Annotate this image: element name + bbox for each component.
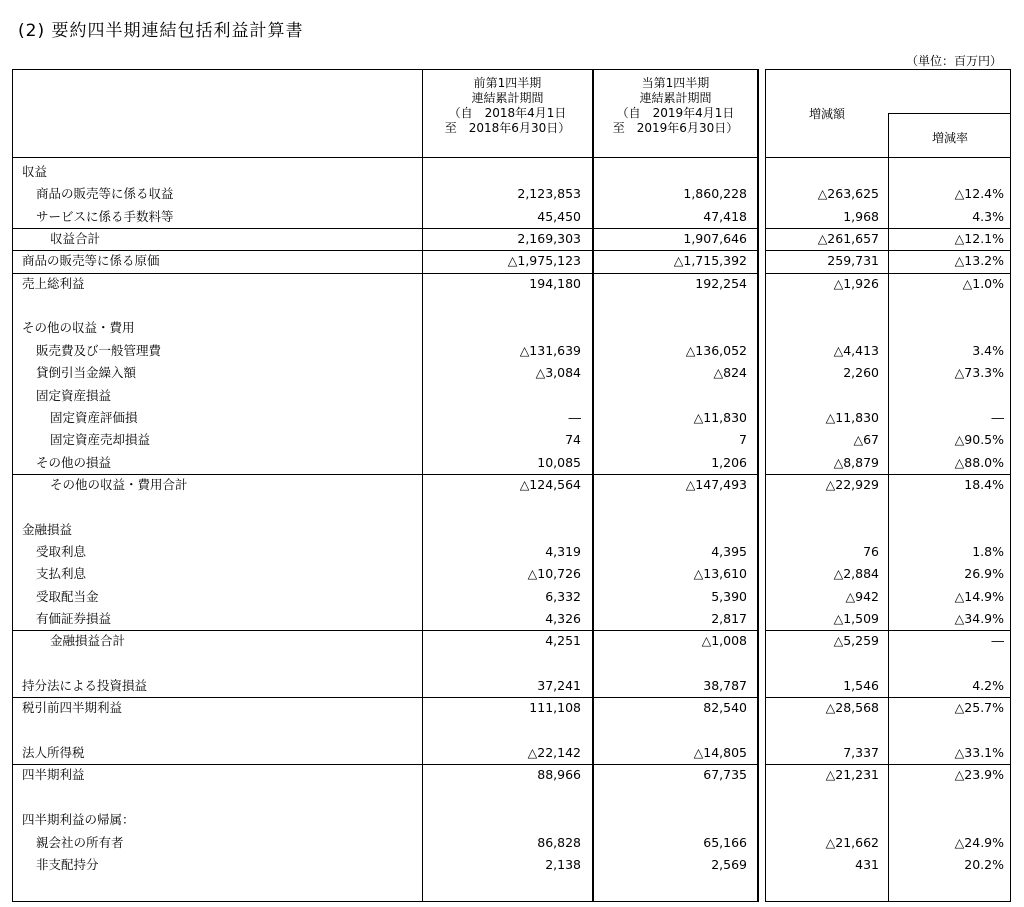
row-label: 固定資産評価損 [50,409,138,425]
cell-prev [423,519,581,541]
cell-rate [889,787,1004,809]
cell-chg: △21,231 [825,767,879,783]
cell-rate: 20.2% [964,856,1004,872]
prev-header-line-1: 前第1四半期 [473,76,542,90]
row-label: サービスに係る手数料等 [36,208,174,224]
cell-chg: △1,509 [833,611,879,626]
cur-header-line-2: 連結累計期間 [639,91,712,105]
cell-prev: △124,564 [519,476,581,492]
cell-prev [423,161,581,183]
cell-prev [423,385,581,407]
row-label: 固定資産売却損益 [50,432,151,448]
row-label: 四半期利益の帰属： [22,812,135,828]
cell-prev: 4,326 [545,611,581,626]
row-label: 持分法による投資損益 [22,678,148,694]
cell-chg [766,809,879,831]
cell-rate [889,809,1004,831]
cell-prev: 111,108 [529,700,581,716]
cell-chg: 2,260 [843,365,879,381]
row-label: 税引前四半期利益 [22,700,123,716]
cell-prev [423,295,581,317]
row-rule [765,250,1011,251]
cell-rate: △12.4% [954,186,1004,202]
cell-chg: △21,662 [825,834,879,850]
cell-cur: △136,052 [685,342,747,358]
row-label: 非支配持分 [36,856,99,872]
cell-prev [423,496,581,518]
unit-label: （単位：百万円） [905,54,1002,68]
current-period-header [594,76,757,136]
cell-prev [423,317,581,339]
cell-rate: △12.1% [954,231,1004,247]
row-rule [12,697,759,698]
row-label: 収益 [22,164,48,179]
cell-rate: △90.5% [954,432,1004,448]
cell-prev: △10,726 [527,566,581,582]
cell-chg: 76 [863,543,879,559]
row-label: その他の収益・費用合計 [50,476,188,492]
cell-prev [423,787,581,809]
row-rule [765,764,1011,765]
cell-chg [766,720,879,742]
cell-rate: 18.4% [964,476,1004,492]
cell-prev: 2,138 [545,856,581,872]
cell-rate: △25.7% [954,700,1004,716]
cell-rate: △24.9% [954,834,1004,850]
cell-chg: △261,657 [817,231,879,247]
income-statement-table [12,69,1011,902]
cell-prev [423,809,581,831]
row-rule [12,228,759,229]
cell-rate: △73.3% [954,365,1004,381]
cell-chg [766,161,879,183]
cell-chg: △22,929 [825,476,879,492]
row-label: 売上総利益 [22,275,85,291]
cell-cur: 1,860,228 [683,186,747,202]
cell-prev [423,653,581,675]
cell-chg: △11,830 [825,409,879,425]
cell-prev: 4,319 [545,543,581,559]
row-rule [12,764,759,765]
cell-cur: 1,907,646 [683,231,747,247]
cell-cur [594,653,747,675]
cell-chg: △67 [853,432,879,448]
cell-cur [594,317,747,339]
prev-header-line-3: （自 2018年4月1日 [448,106,567,120]
cell-cur [594,720,747,742]
cell-chg: △1,926 [833,275,879,291]
cell-rate [889,295,1004,317]
header-bottom-line-right [765,157,1011,158]
cell-chg: △28,568 [825,700,879,716]
cell-cur: 38,787 [703,678,747,694]
cell-prev: 4,251 [545,633,581,649]
cell-prev: 45,450 [537,208,581,224]
cell-cur [594,519,747,541]
row-label: 支払利息 [36,566,87,582]
cell-chg: △4,413 [833,342,879,358]
row-rule [765,474,1011,475]
row-label: 商品の販売等に係る原価 [22,253,160,269]
prev-header-line-2: 連結累計期間 [471,91,544,105]
row-label: 貸倒引当金繰入額 [36,365,137,381]
cell-chg [766,385,879,407]
cell-chg: 7,337 [843,745,879,761]
cell-rate: △13.2% [954,253,1004,269]
row-label: 金融損益 [22,521,73,537]
cell-prev: 194,180 [529,275,581,291]
cell-prev: 6,332 [545,588,581,604]
cell-chg: △8,879 [833,454,879,470]
cell-prev [423,720,581,742]
cell-rate: △14.9% [954,588,1004,604]
cell-chg: 1,546 [843,678,879,694]
row-label: 受取利息 [36,543,87,559]
row-label: 商品の販売等に係る収益 [36,186,174,202]
cell-cur: △824 [713,365,747,381]
cur-header-line-3: （自 2019年4月1日 [616,106,735,120]
row-label: 受取配当金 [36,588,99,604]
change-header: 増減額 [808,107,845,121]
cell-prev: 37,241 [537,678,581,694]
row-label: 収益合計 [50,231,101,247]
cell-rate [889,496,1004,518]
cell-prev: ― [568,409,581,425]
cell-rate: 1.8% [972,543,1004,559]
cell-prev: 86,828 [537,834,581,850]
row-label: 四半期利益 [22,767,85,783]
cell-chg [766,496,879,518]
cell-chg [766,295,879,317]
cell-rate: △34.9% [954,611,1004,626]
row-label: その他の収益・費用 [22,320,135,336]
row-label: 固定資産損益 [36,387,112,403]
row-label: 親会社の所有者 [36,834,124,850]
row-rule [12,273,759,274]
cell-rate [889,161,1004,183]
cell-cur: 1,206 [711,454,747,470]
cur-header-line-4: 至 2019年6月30日） [612,121,739,135]
cell-chg: 431 [855,856,879,872]
rate-header: 増減率 [931,131,968,145]
cell-cur [594,496,747,518]
cell-chg: △942 [845,588,879,604]
cell-rate: △88.0% [954,454,1004,470]
cell-rate [889,317,1004,339]
prev-header-line-4: 至 2018年6月30日） [444,121,571,135]
cell-cur: 2,817 [711,611,747,626]
cell-chg: 1,968 [843,208,879,224]
cell-rate: 4.2% [972,678,1004,694]
cell-chg [766,653,879,675]
cell-prev: 88,966 [537,767,581,783]
cell-cur: △13,610 [693,566,747,582]
cell-cur: 4,395 [711,543,747,559]
page-title: (2) 要約四半期連結包括利益計算書 [18,21,304,41]
cell-chg [766,519,879,541]
cell-prev: △1,975,123 [507,253,581,269]
prev-period-header [423,76,592,136]
cell-cur [594,161,747,183]
cell-cur: 82,540 [703,700,747,716]
cell-rate: △33.1% [954,745,1004,761]
cell-rate: △1.0% [962,275,1004,291]
header-bottom-line [12,157,759,158]
cell-prev: 10,085 [537,454,581,470]
cell-chg: △5,259 [833,633,879,649]
cell-prev: △22,142 [527,745,581,761]
row-label: 有価証券損益 [36,611,112,626]
row-rule [12,474,759,475]
row-rule [765,228,1011,229]
cell-rate [889,519,1004,541]
row-label: 金融損益合計 [50,633,126,649]
cell-cur [594,809,747,831]
cell-rate: 3.4% [972,342,1004,358]
cell-cur: △1,715,392 [673,253,747,269]
cell-chg [766,787,879,809]
row-rule [12,630,759,631]
cell-prev: △3,084 [535,365,581,381]
cell-chg: △2,884 [833,566,879,582]
cell-cur [594,787,747,809]
cell-cur: 47,418 [703,208,747,224]
cell-cur: △1,008 [701,633,747,649]
row-label: 法人所得税 [22,745,85,761]
cell-cur: △147,493 [685,476,747,492]
row-rule [765,630,1011,631]
cell-rate: 26.9% [964,566,1004,582]
cell-rate [889,653,1004,675]
row-rule [765,273,1011,274]
cell-cur [594,385,747,407]
cell-prev: △131,639 [519,342,581,358]
cell-cur: △11,830 [693,409,747,425]
cell-chg [766,317,879,339]
row-label: 販売費及び一般管理費 [36,342,162,358]
cell-rate: ― [991,633,1004,649]
row-label: その他の損益 [36,454,112,470]
cell-prev: 2,169,303 [517,231,581,247]
cell-cur: △14,805 [693,745,747,761]
cell-prev: 2,123,853 [517,186,581,202]
cell-cur: 67,735 [703,767,747,783]
cell-rate [889,720,1004,742]
row-rule [765,697,1011,698]
cell-cur [594,295,747,317]
cell-cur: 5,390 [711,588,747,604]
cell-cur: 2,569 [711,856,747,872]
rate-header-line [888,113,1011,114]
cell-rate: 4.3% [972,208,1004,224]
cell-rate: △23.9% [954,767,1004,783]
cell-rate [889,385,1004,407]
cell-chg: △263,625 [817,186,879,202]
cell-cur: 65,166 [703,834,747,850]
cell-cur: 7 [739,432,747,448]
cur-header-line-1: 当第1四半期 [641,76,710,90]
cell-cur: 192,254 [695,275,747,291]
cell-chg: 259,731 [827,253,879,269]
cell-rate: ― [991,409,1004,425]
row-rule [12,250,759,251]
cell-prev: 74 [565,432,581,448]
